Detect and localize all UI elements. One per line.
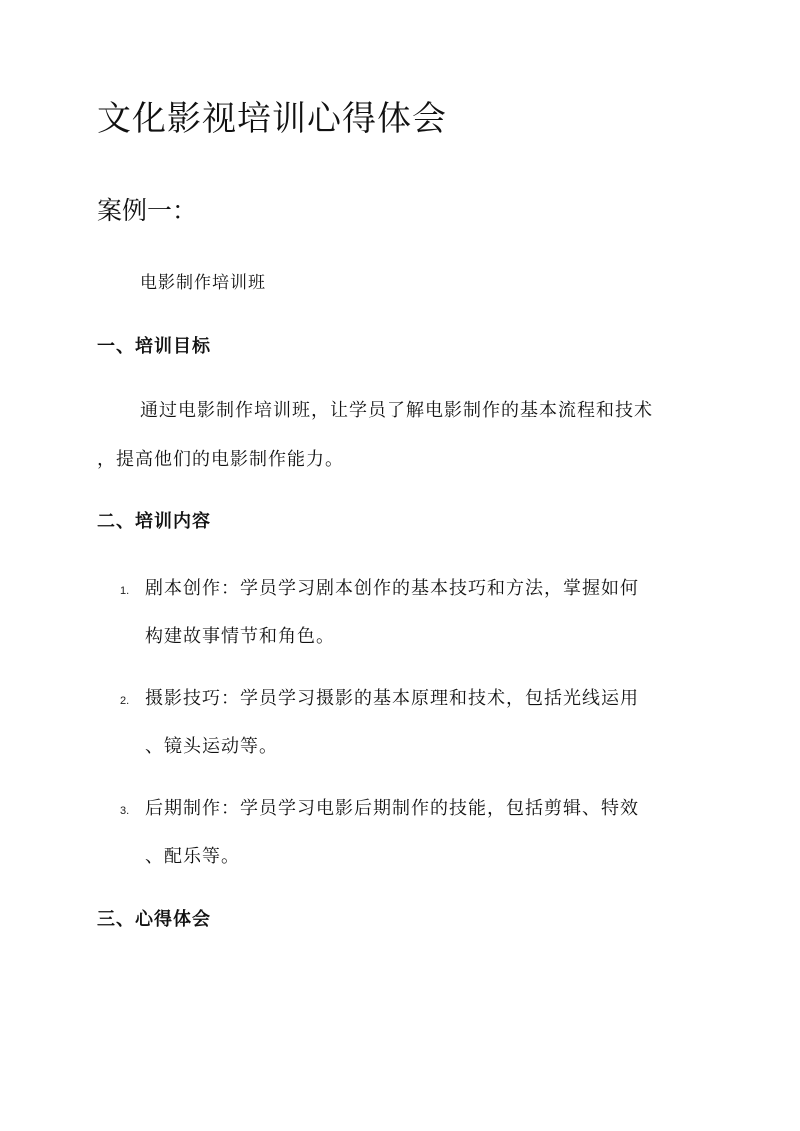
list-item-line-1: 后期制作：学员学习电影后期制作的技能，包括剪辑、特效 bbox=[145, 798, 639, 819]
document-title: 文化影视培训心得体会 bbox=[97, 99, 447, 139]
section-heading-goals: 一、培训目标 bbox=[97, 336, 211, 357]
list-number: 1. bbox=[120, 585, 130, 597]
list-item-line-2: 、镜头运动等。 bbox=[145, 736, 278, 757]
list-number: 3. bbox=[120, 805, 130, 817]
section-heading-reflections: 三、心得体会 bbox=[97, 909, 211, 930]
list-number: 2. bbox=[120, 695, 130, 707]
list-item-line-2: 构建故事情节和角色。 bbox=[145, 626, 335, 647]
case-heading: 案例一： bbox=[97, 196, 198, 225]
list-item-line-1: 摄影技巧：学员学习摄影的基本原理和技术，包括光线运用 bbox=[145, 688, 639, 709]
case-name: 电影制作培训班 bbox=[140, 273, 266, 293]
goals-paragraph-line-1: 通过电影制作培训班，让学员了解电影制作的基本流程和技术 bbox=[140, 400, 653, 421]
goals-paragraph-line-2: ，提高他们的电影制作能力。 bbox=[97, 449, 344, 470]
section-heading-content: 二、培训内容 bbox=[97, 511, 211, 532]
list-item-line-2: 、配乐等。 bbox=[145, 846, 240, 867]
list-item-line-1: 剧本创作：学员学习剧本创作的基本技巧和方法，掌握如何 bbox=[145, 578, 639, 599]
